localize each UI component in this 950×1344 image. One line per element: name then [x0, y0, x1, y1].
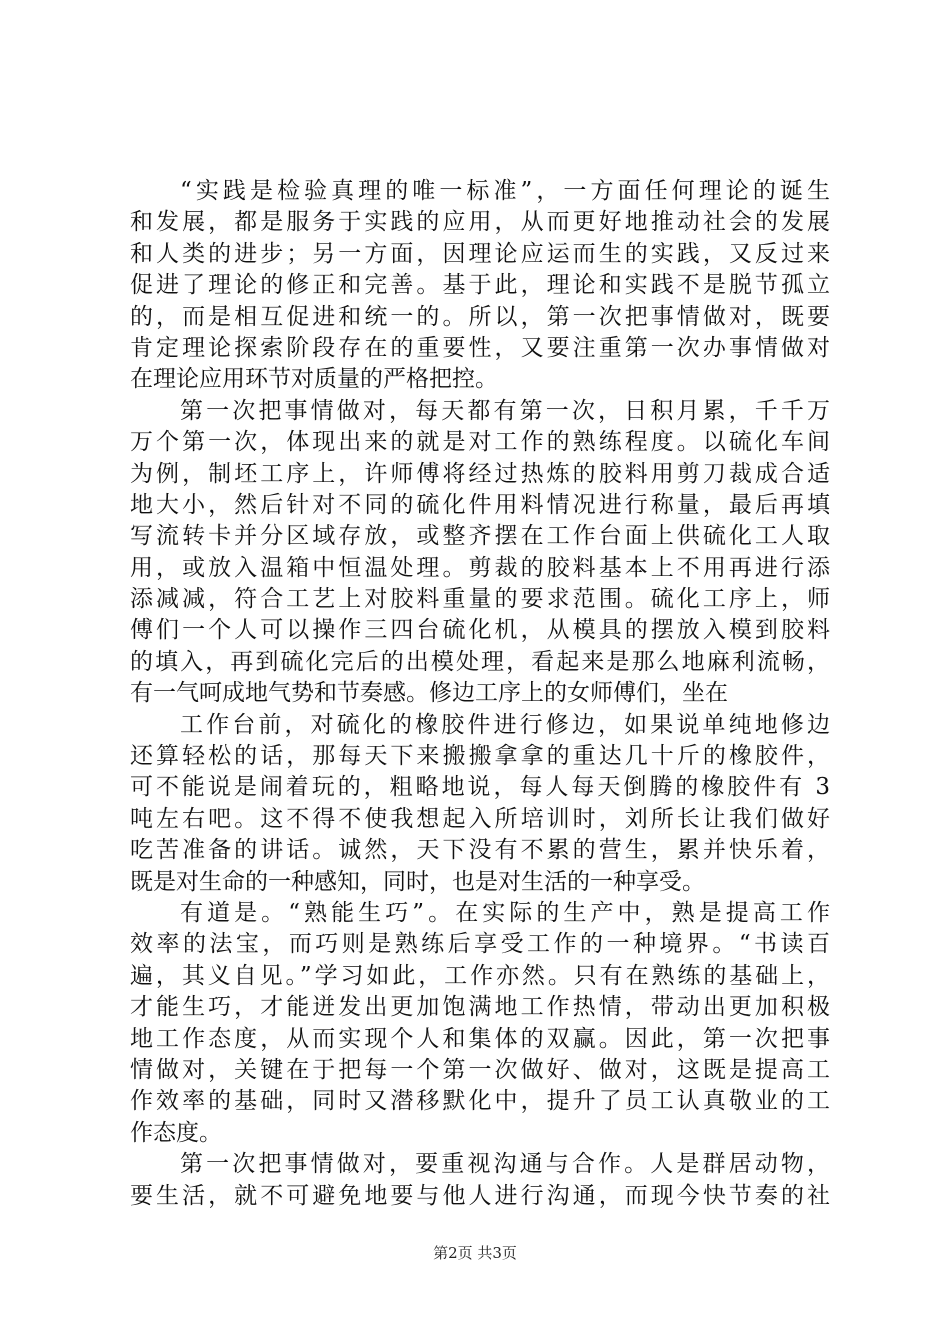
paragraph-4-line-6: 情做对，关键在于把每一个第一次做好、做对，这既是提高工 [130, 1056, 830, 1083]
paragraph-2-line-9: 的填入，再到硫化完后的出模处理，看起来是那么地麻利流畅， [130, 648, 830, 675]
paragraph-2-line-5: 写流转卡并分区域存放，或整齐摆在工作台面上供硫化工人取 [130, 523, 830, 550]
paragraph-1-line-2: 和发展，都是服务于实践的应用，从而更好地推动社会的发展 [130, 209, 830, 236]
paragraph-3-line-3: 可不能说是闹着玩的，粗略地说，每人每天倒腾的橡胶件有 3 [130, 774, 830, 801]
paragraph-1-line-7: 在理论应用环节对质量的严格把控。 [130, 366, 498, 393]
paragraph-4-line-4: 才能生巧，才能迸发出更加饱满地工作热情，带动出更加积极 [130, 994, 830, 1021]
paragraph-3-line-2: 还算轻松的话，那每天下来搬搬拿拿的重达几十斤的橡胶件， [130, 743, 830, 770]
paragraph-3-line-6: 既是对生命的一种感知，同时，也是对生活的一种享受。 [130, 868, 705, 895]
paragraph-5-line-1: 第一次把事情做对，要重视沟通与合作。人是群居动物， [180, 1151, 830, 1178]
paragraph-2-line-8: 傅们一个人可以操作三四台硫化机，从模具的摆放入模到胶料 [130, 617, 830, 644]
paragraph-4-line-2: 效率的法宝，而巧则是熟练后享受工作的一种境界。“书读百 [130, 931, 830, 958]
paragraph-2-line-4: 地大小，然后针对不同的硫化件用料情况进行称量，最后再填 [130, 491, 830, 518]
paragraph-2-line-1: 第一次把事情做对，每天都有第一次，日积月累，千千万 [180, 397, 830, 424]
paragraph-4-line-1: 有道是。“熟能生巧”。在实际的生产中，熟是提高工作 [180, 899, 830, 926]
paragraph-1-line-4: 促进了理论的修正和完善。基于此，理论和实践不是脱节孤立 [130, 272, 830, 299]
page-footer: 第2页 共3页 [433, 1244, 517, 1262]
paragraph-5-line-2: 要生活，就不可避免地要与他人进行沟通，而现今快节奏的社 [130, 1182, 830, 1209]
paragraph-1-line-5: 的，而是相互促进和统一的。所以，第一次把事情做对，既要 [130, 303, 830, 330]
paragraph-2-line-10: 有一气呵成地气势和节奏感。修边工序上的女师傅们，坐在 [130, 680, 728, 707]
paragraph-1-line-6: 肯定理论探索阶段存在的重要性，又要注重第一次办事情做对 [130, 334, 830, 361]
body-text [130, 176, 830, 1212]
paragraph-1-line-1: “实践是检验真理的唯一标准”，一方面任何理论的诞生 [180, 178, 830, 204]
paragraph-4-line-3: 遍，其义自见。”学习如此，工作亦然。只有在熟练的基础上， [130, 962, 830, 989]
paragraph-2-line-2: 万个第一次，体现出来的就是对工作的熟练程度。以硫化车间 [130, 429, 830, 456]
paragraph-3-line-4: 吨左右吧。这不得不使我想起入所培训时，刘所长让我们做好 [130, 805, 830, 832]
paragraph-1-line-3: 和人类的进步；另一方面，因理论应运而生的实践，又反过来 [130, 240, 830, 267]
paragraph-3-line-5: 吃苦准备的讲话。诚然，天下没有不累的营生，累并快乐着， [130, 837, 830, 864]
paragraph-2-line-7: 添减减，符合工艺上对胶料重量的要求范围。硫化工序上，师 [130, 586, 830, 613]
paragraph-2-line-6: 用，或放入温箱中恒温处理。剪裁的胶料基本上不用再进行添 [130, 554, 830, 581]
paragraph-3-line-1: 工作台前，对硫化的橡胶件进行修边，如果说单纯地修边 [180, 711, 830, 738]
paragraph-4-line-7: 作效率的基础，同时又潜移默化中，提升了员工认真敬业的工 [130, 1088, 830, 1115]
paragraph-4-line-8: 作态度。 [130, 1119, 222, 1146]
paragraph-4-line-5: 地工作态度，从而实现个人和集体的双赢。因此，第一次把事 [130, 1025, 830, 1052]
paragraph-2-line-3: 为例，制坯工序上，许师傅将经过热炼的胶料用剪刀裁成合适 [130, 460, 830, 487]
